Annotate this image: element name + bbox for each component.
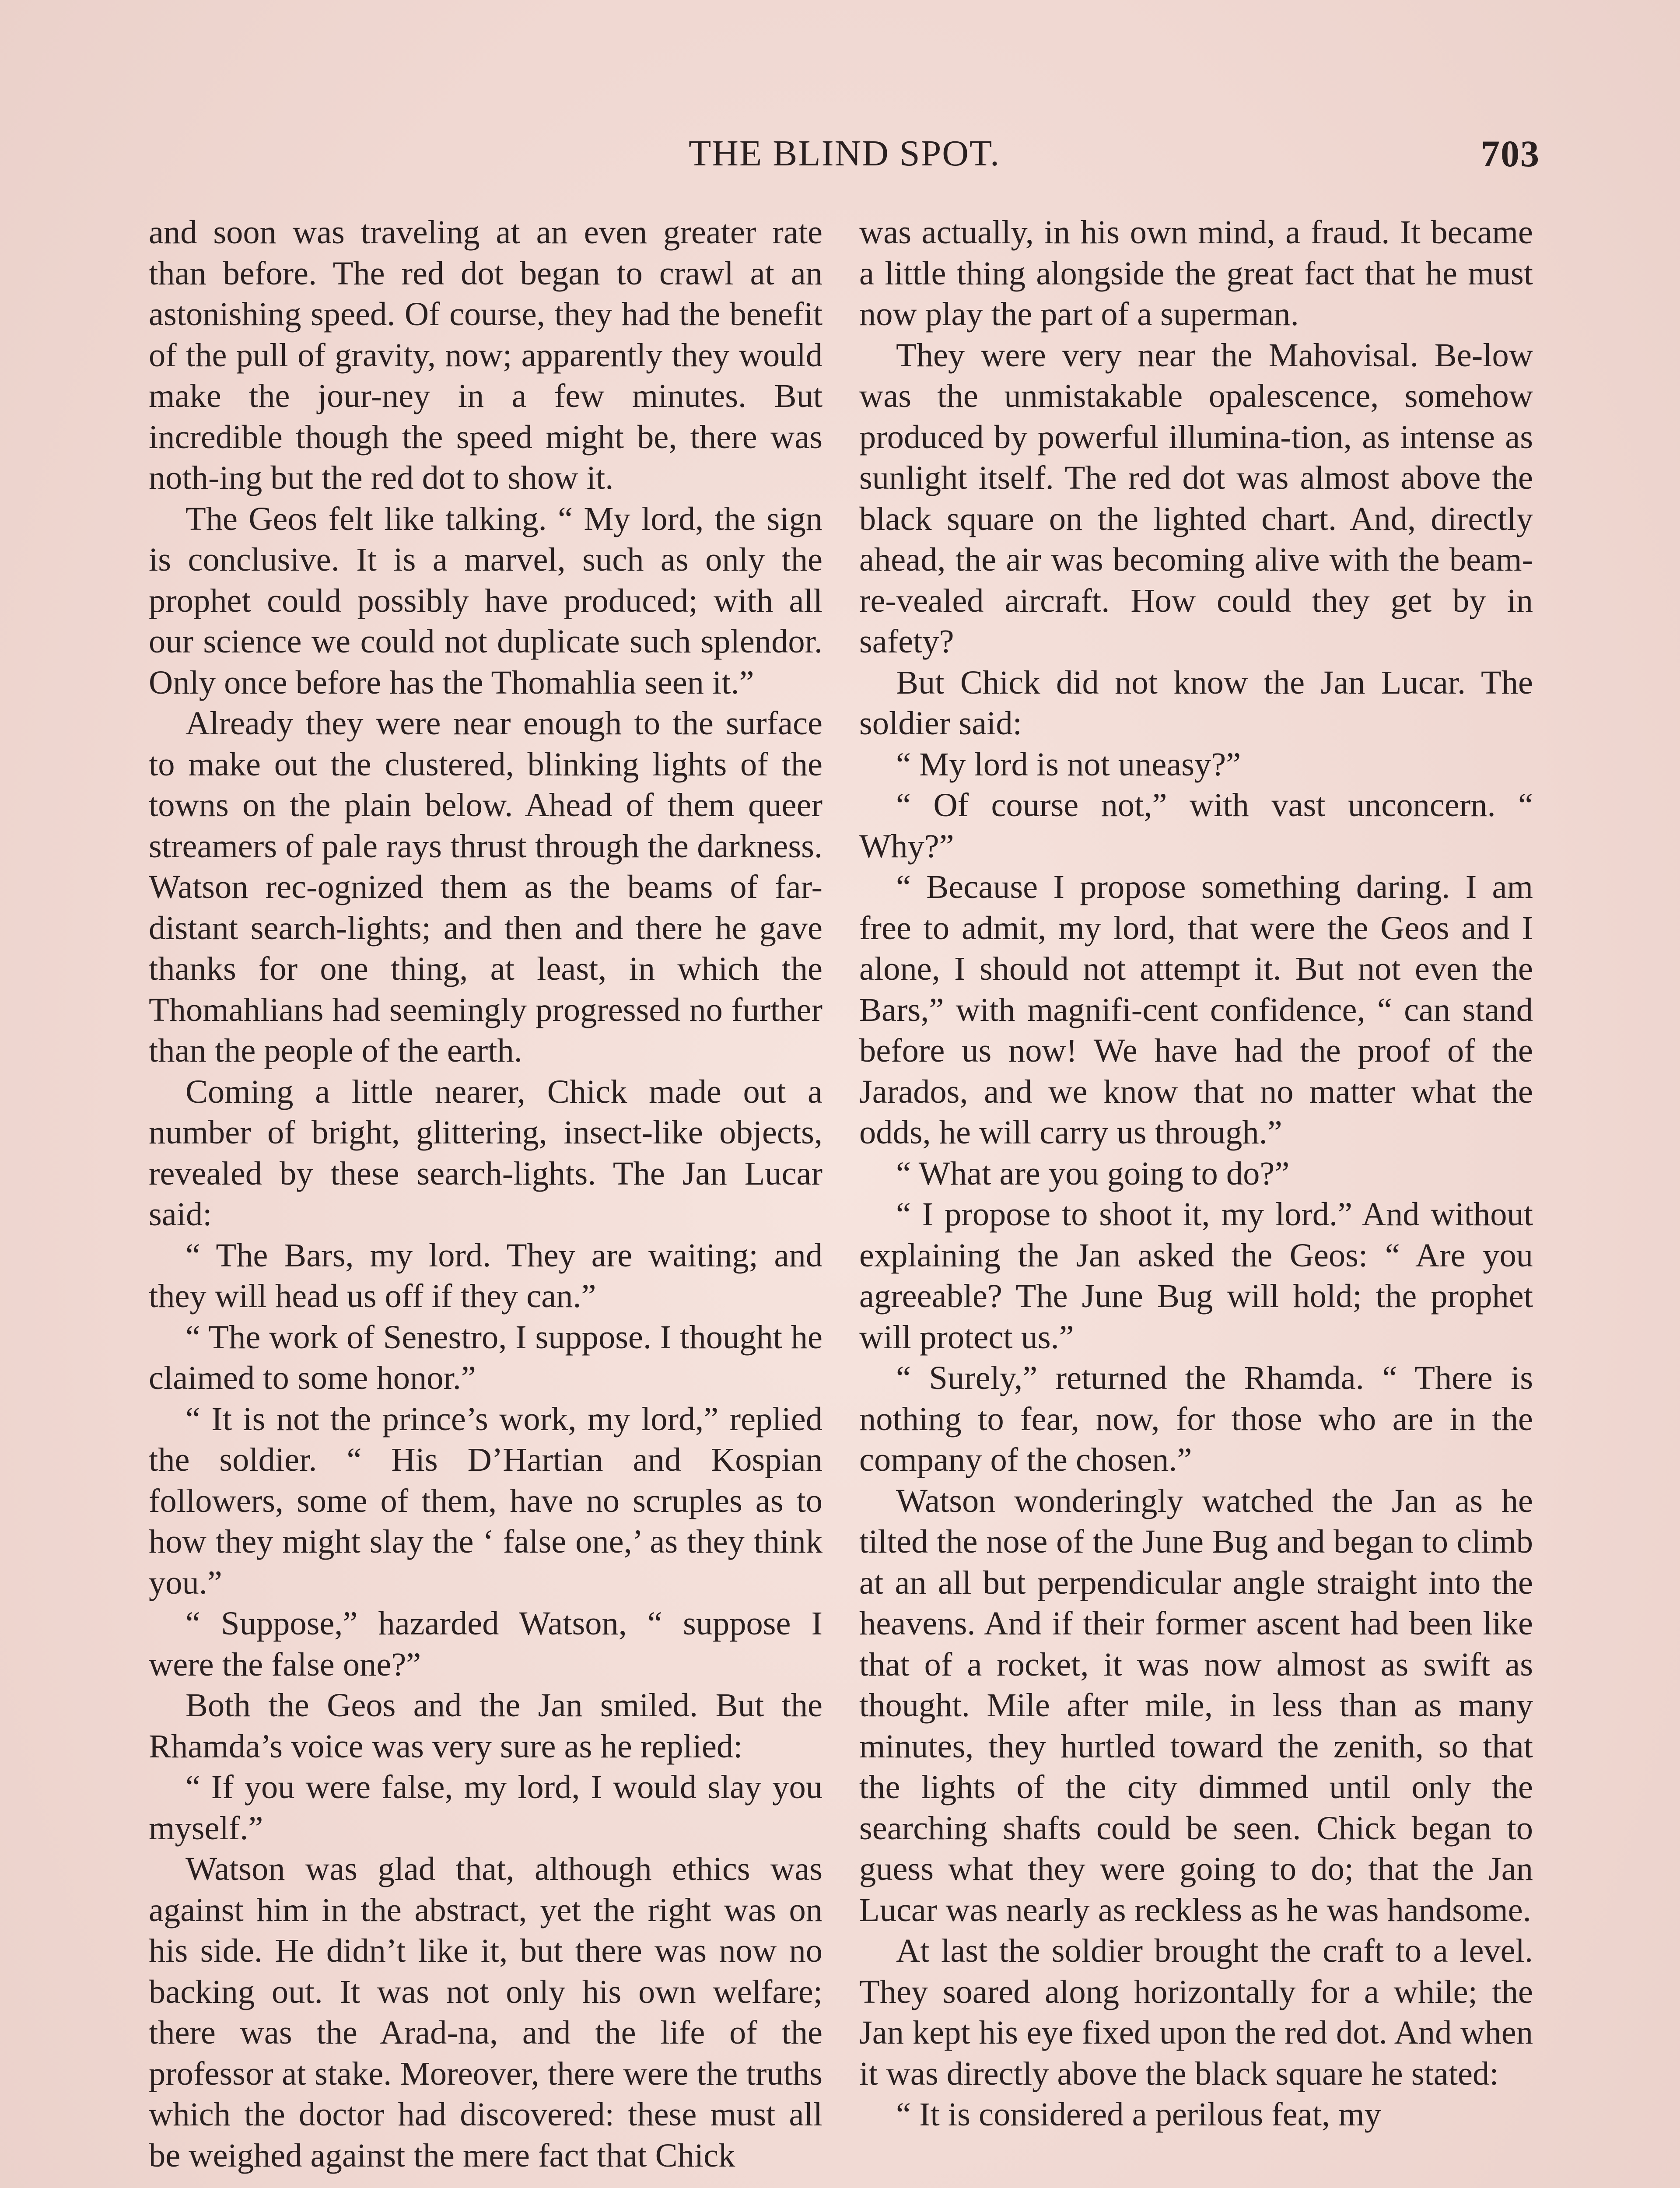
paragraph: “ The Bars, my lord. They are waiting; and they will head us off if they can.” [149, 1236, 822, 1315]
paragraph: “ What are you going to do?” [896, 1154, 1290, 1192]
paragraph: “ Suppose,” hazarded Watson, “ suppose I were the false one?” [149, 1605, 822, 1683]
left-column [149, 212, 822, 2176]
paragraph: “ My lord is not uneasy?” [896, 745, 1241, 783]
paragraph: They were very near the Mahovisal. Be-low was the unmistakable opalescence, somehow produced by powerful illumina-tion, as intense as sunlight itself. The red dot was almost above the black square on the lighted chart. And, directly ahead, the air was becoming alive with the beam-re-vealed aircraft. How could they get by in safety? [859, 336, 1533, 660]
paragraph: At last the soldier brought the craft to a level. They soared along horizontally for a while; the Jan kept his eye fixed upon the red dot. And when it was directly above the black square he stated: [859, 1932, 1533, 2092]
paragraph: was actually, in his own mind, a fraud. It became a little thing alongside the great fact that he must now play the part of a superman. [859, 214, 1533, 333]
paragraph: Watson wonderingly watched the Jan as he tilted the nose of the June Bug and began to climb at an all but perpendicular angle straight into the heavens. And if their former ascent had been like that of a rocket, it was now almost as swift as thought. Mile after mile, in less than as many minutes, they hurtled toward the zenith, so that the lights of the city dimmed until only the searching shafts could be seen. Chick began to guess what they were going to do; that the Jan Lucar was nearly as reckless as he was handsome. [859, 1482, 1533, 1929]
paragraph: “ Surely,” returned the Rhamda. “ There is nothing to fear, now, for those who are in the company of the chosen.” [859, 1359, 1533, 1478]
paragraph: “ Of course not,” with vast unconcern. “ Why?” [859, 786, 1533, 865]
page-number: 703 [1481, 133, 1540, 175]
paragraph: “ It is not the prince’s work, my lord,” replied the soldier. “ His D’Hartian and Kospian followers, some of them, have no scruples as to how they might slay the ‘ false one,’ as they think you.” [149, 1400, 822, 1601]
paragraph: Both the Geos and the Jan smiled. But the Rhamda’s voice was very sure as he replied: [149, 1687, 822, 1765]
paragraph: Coming a little nearer, Chick made out a number of bright, glittering, insect-like objects, revealed by these search-lights. The Jan Lucar said: [149, 1073, 822, 1233]
paragraph: “ It is considered a perilous feat, my [896, 2096, 1381, 2133]
paragraph: Already they were near enough to the surface to make out the clustered, blinking lights of the towns on the plain below. Ahead of them queer streamers of pale rays thrust through the darkness. Watson rec-ognized them as the beams of far-distant search-lights; and then and there he gave thanks for one thing, at least, in which the Thomahlians had seemingly progressed no further than the people of the earth. [149, 705, 822, 1069]
running-title: THE BLIND SPOT. [688, 133, 1001, 174]
paragraph: “ If you were false, my lord, I would slay you myself.” [149, 1768, 822, 1847]
paragraph: But Chick did not know the Jan Lucar. The soldier said: [859, 663, 1533, 742]
paragraph: The Geos felt like talking. “ My lord, the sign is conclusive. It is a marvel, such as only the prophet could possibly have produced; with all our science we could not duplicate such splendor. Only once before has the Thomahlia seen it.” [149, 500, 822, 701]
paragraph: Watson was glad that, although ethics was against him in the abstract, yet the right was on his side. He didn’t like it, but there was now no backing out. It was not only his own welfare; there was the Arad-na, and the life of the professor at stake. Moreover, there were the truths which the doctor had discovered: these must all be weighed against the mere fact that Chick [149, 1850, 822, 2174]
paragraph: “ I propose to shoot it, my lord.” And without explaining the Jan asked the Geos: “ Are you agreeable? The June Bug will hold; the prophet will protect us.” [859, 1196, 1533, 1356]
right-column [859, 212, 1533, 2135]
paragraph: and soon was traveling at an even greater rate than before. The red dot began to crawl at an astonishing speed. Of course, they had the benefit of the pull of gravity, now; apparently they would make the jour-ney in a few minutes. But incredible though the speed might be, there was noth-ing but the red dot to show it. [149, 214, 822, 496]
paragraph: “ Because I propose something daring. I am free to admit, my lord, that were the Geos and I alone, I should not attempt it. But not even the Bars,” with magnifi-cent confidence, “ can stand before us now! We have had the proof of the Jarados, and we know that no matter what the odds, he will carry us through.” [859, 868, 1533, 1151]
paragraph: “ The work of Senestro, I suppose. I thought he claimed to some honor.” [149, 1318, 822, 1396]
running-header [149, 130, 1540, 178]
